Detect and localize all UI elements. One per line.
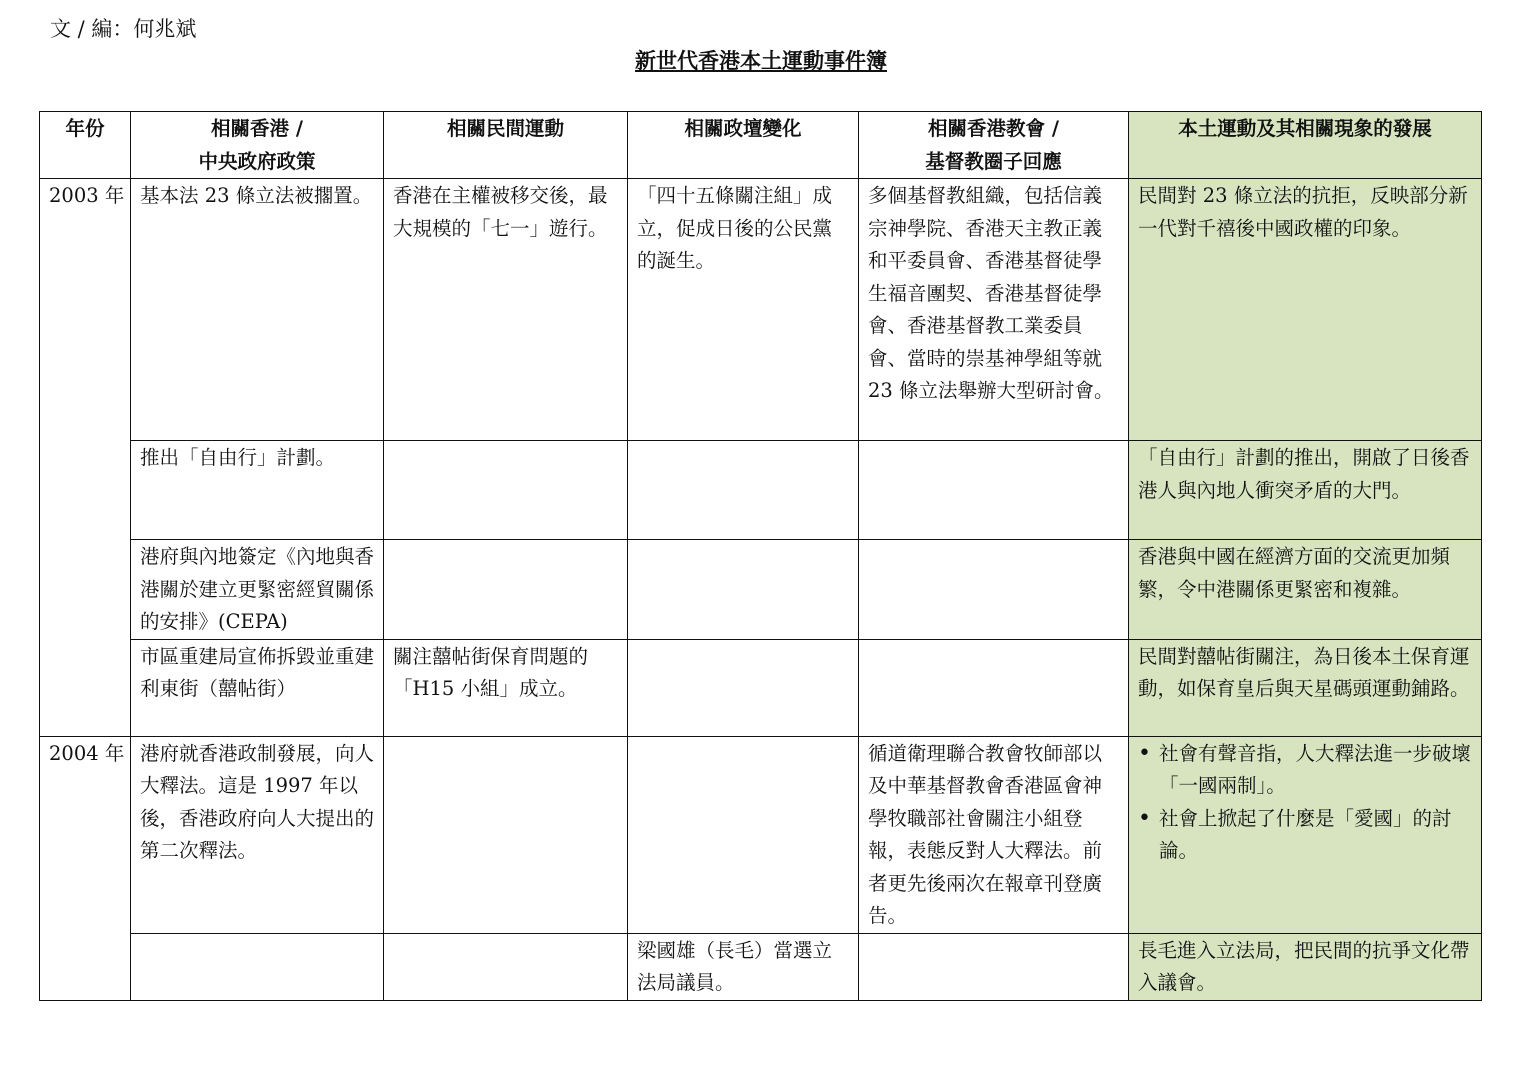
table-header-row [40, 112, 1482, 179]
header-civil-movement: 相關民間運動 [384, 112, 628, 179]
header-church-line2: 基督教圈子回應 [925, 149, 1062, 173]
header-church-response [859, 112, 1129, 179]
localism-cell: 民間對 23 條立法的抗拒，反映部分新一代對千禧後中國政權的印象。 [1129, 179, 1482, 441]
policy-cell: 港府與內地簽定《內地與香港關於建立更緊密經貿關係的安排》(CEPA) [131, 540, 384, 640]
table-row [40, 179, 1482, 441]
localism-cell: 長毛進入立法局，把民間的抗爭文化帶入議會。 [1129, 933, 1482, 1000]
church-cell: 循道衛理聯合教會牧師部以及中華基督教會香港區會神學牧職部社會關注小組登報，表態反對人大釋法。前者更先後兩次在報章刊登廣告。 [859, 736, 1129, 933]
civil-cell: 香港在主權被移交後，最大規模的「七一」遊行。 [384, 179, 628, 441]
header-gov-policy-line1: 相關香港 / [211, 117, 303, 140]
table-row [40, 540, 1482, 640]
civil-cell [384, 540, 628, 640]
politics-cell: 梁國雄（長毛）當選立法局議員。 [628, 933, 859, 1000]
localism-cell: 香港與中國在經濟方面的交流更加頻繁，令中港關係更緊密和複雜。 [1129, 540, 1482, 640]
localism-cell: 「自由行」計劃的推出，開啟了日後香港人與內地人衝突矛盾的大門。 [1129, 441, 1482, 540]
header-localism: 本土運動及其相關現象的發展 [1129, 112, 1482, 179]
civil-cell [384, 933, 628, 1000]
policy-cell: 推出「自由行」計劃。 [131, 441, 384, 540]
politics-cell [628, 441, 859, 540]
localism-bullet-list [1138, 738, 1472, 868]
year-cell: 2004 年 [40, 736, 131, 1000]
header-gov-policy [131, 112, 384, 179]
header-political-change: 相關政壇變化 [628, 112, 859, 179]
civil-cell [384, 736, 628, 933]
table-row [40, 441, 1482, 540]
policy-cell: 港府就香港政制發展，向人大釋法。這是 1997 年以後，香港政府向人大提出的第二次釋法。 [131, 736, 384, 933]
policy-cell: 市區重建局宣佈拆毀並重建利東街（囍帖街） [131, 639, 384, 736]
church-cell [859, 441, 1129, 540]
table-row [40, 933, 1482, 1000]
table-row [40, 736, 1482, 933]
author-line: 文 / 編：何兆斌 [50, 17, 197, 41]
church-cell [859, 639, 1129, 736]
header-church-line1: 相關香港教會 / [928, 117, 1059, 140]
events-table [39, 111, 1482, 1001]
church-cell [859, 540, 1129, 640]
list-item: • 社會上掀起了什麼是「愛國」的討論。 [1138, 803, 1472, 868]
header-year: 年份 [40, 112, 131, 179]
politics-cell [628, 639, 859, 736]
politics-cell [628, 540, 859, 640]
politics-cell [628, 736, 859, 933]
year-cell: 2003 年 [40, 179, 131, 737]
church-cell [859, 933, 1129, 1000]
policy-cell [131, 933, 384, 1000]
civil-cell [384, 441, 628, 540]
policy-cell: 基本法 23 條立法被擱置。 [131, 179, 384, 441]
localism-cell: 民間對囍帖街關注，為日後本土保育運動，如保育皇后與天星碼頭運動鋪路。 [1129, 639, 1482, 736]
list-item: • 社會有聲音指，人大釋法進一步破壞「一國兩制」。 [1138, 738, 1472, 803]
localism-cell [1129, 736, 1482, 933]
header-gov-policy-line2: 中央政府政策 [198, 149, 316, 173]
civil-cell: 關注囍帖街保育問題的「H15 小組」成立。 [384, 639, 628, 736]
table-row [40, 639, 1482, 736]
politics-cell: 「四十五條關注組」成立，促成日後的公民黨的誕生。 [628, 179, 859, 441]
page-title: 新世代香港本土運動事件簿 [635, 48, 887, 73]
church-cell: 多個基督教組織，包括信義宗神學院、香港天主教正義和平委員會、香港基督徒學生福音團契、香港基督徒學會、香港基督教工業委員會、當時的崇基神學組等就 23 條立法舉辦大型研討會。 [859, 179, 1129, 441]
